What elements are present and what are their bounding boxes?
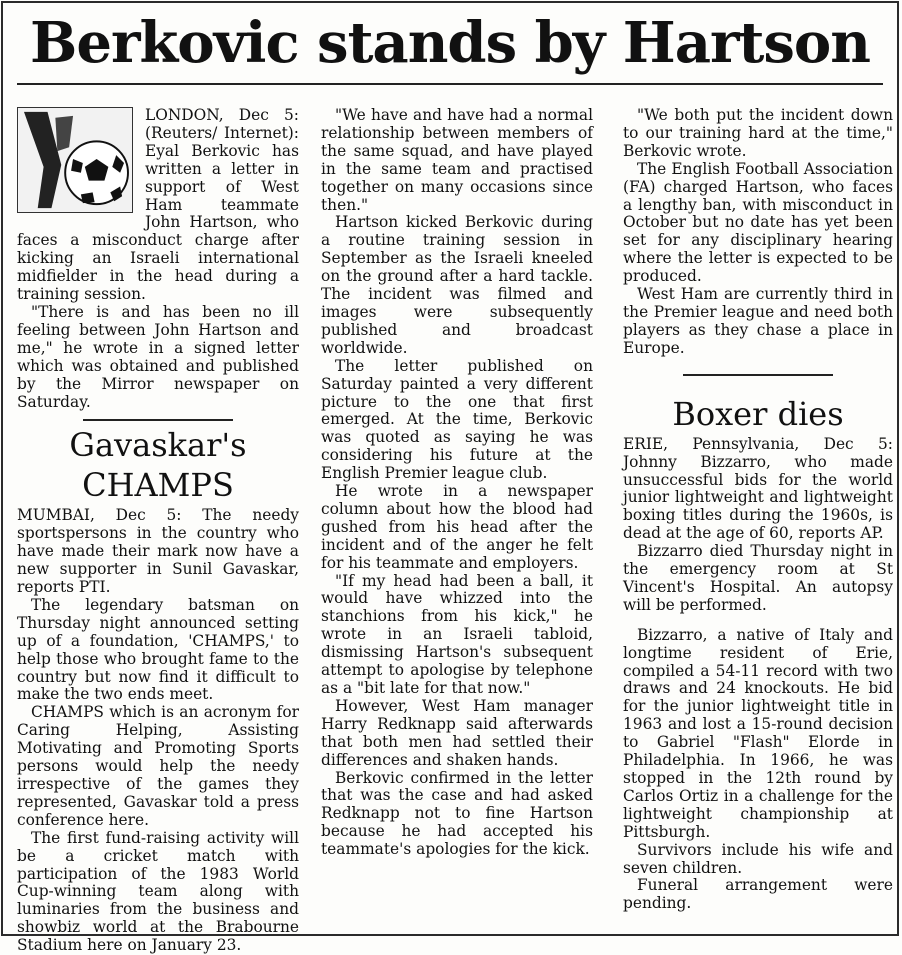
boxer-paragraph: Survivors include his wife and seven children.: [623, 840, 893, 877]
headline-rule: [17, 83, 883, 85]
berkovic-paragraph: Hartson kicked Berkovic during a routine training session in September as the Israeli kneeled on the ground after a hard tackle. The incident was filmed and images were subsequently published and broadcast worldwide.: [321, 213, 593, 357]
newspaper-page: [1, 1, 899, 955]
spacer: [623, 376, 893, 390]
berkovic-paragraph: Berkovic confirmed in the letter that was the case and had asked Redknapp not to fine Hartson because he had accepted his teammate's apologies for the kick.: [321, 768, 593, 859]
gavaskar-paragraph: CHAMPS which is an acronym for Caring Helping, Assisting Motivating and Promoting Sports persons would help the needy irrespective of the games they represented, Gavaskar told a press conference here.: [17, 703, 299, 829]
football-player-image: [18, 108, 132, 212]
gavaskar-paragraph: The legendary batsman on Thursday night announced setting up of a foundation, 'CHAMPS,' to help those who brought fame to the country but now find it difficult to make the two ends meet.: [17, 595, 299, 704]
column-1: [17, 106, 299, 955]
column-3: [623, 107, 893, 927]
boxer-paragraph: ERIE, Pennsylvania, Dec 5: Johnny Bizzarro, who made unsuccessful bids for the world junior lightweight and lightweight boxing titles during the 1960s, is dead at the age of 60, reports AP.: [623, 434, 893, 543]
gavaskar-paragraph: MUMBAI, Dec 5: The needy sportspersons in the country who have made their mark now have a new supporter in Sunil Gavaskar, reports PTI.: [17, 506, 299, 597]
section-divider: [83, 419, 233, 421]
berkovic-paragraph: "There is and has been no ill feeling between John Hartson and me," he wrote in a signed letter which was obtained and published by the Mirror newspaper on Saturday.: [17, 302, 299, 411]
column-2: [321, 107, 593, 927]
berkovic-paragraph: LONDON, Dec 5: (Reuters/ Internet): Eyal Berkovic has written a letter in support of West Ham teammate John Hartson, who faces a misconduct charge after kicking an Israeli international midfielder in the head during a training session.: [17, 106, 299, 304]
headline: Berkovic stands by Hartson: [30, 10, 870, 76]
boxer-paragraph: Funeral arrangement were pending.: [623, 876, 893, 913]
berkovic-paragraph: West Ham are currently third in the Premier league and need both players as they chase a place in Europe.: [623, 285, 893, 357]
berkovic-paragraph: He wrote in a newspaper column about how the blood had gushed from his head after the incident and of the anger he felt for his teammate and employers.: [321, 482, 593, 572]
berkovic-paragraph: However, West Ham manager Harry Redknapp said afterwards that both men had settled their differences and shaken hands.: [321, 696, 593, 769]
gavaskar-title-line1: Gavaskar's: [69, 426, 247, 465]
boxer-title: Boxer dies: [672, 394, 844, 433]
boxer-paragraph: Bizzarro, a native of Italy and longtime resident of Erie, compiled a 54-11 record with two draws and 24 knockouts. He bid for the junior lightweight title in 1963 and lost a 15-round decision to Gabriel "Flash" Elorde in Philadelphia. In 1966, he was stopped in the 12th round by Carlos Ortiz in a challenge for the lightweight championship at Pittsburgh.: [623, 625, 893, 841]
berkovic-paragraph: "We have and have had a normal relationship between members of the same squad, and have played in the same team and practised together on many occasions since then.": [321, 106, 593, 214]
berkovic-paragraph: The English Football Association (FA) charged Hartson, who faces a lengthy ban, with misconduct in October but no date has yet been set for any disciplinary hearing where the letter is expected to be produced.: [623, 159, 893, 286]
berkovic-paragraph: "If my head had been a ball, it would have whizzed into the stanchions from his kick," he wrote in an Israeli tabloid, dismissing Hartson's subsequent attempt to apologise by telephone as a "bit late for that now.": [321, 571, 593, 697]
gavaskar-paragraph: The first fund-raising activity will be a cricket match with participation of the 1983 World Cup-winning team along with luminaries from the business and showbiz world at the Brabourne Stadium here on January 23.: [17, 828, 299, 955]
gavaskar-title-line2: CHAMPS: [82, 466, 234, 505]
berkovic-paragraph: "We both put the incident down to our training hard at the time," Berkovic wrote.: [623, 106, 893, 160]
boxer-paragraph: Bizzarro died Thursday night in the emergency room at St Vincent's Hospital. An autopsy will be performed.: [623, 542, 893, 614]
football-photo: [17, 107, 133, 213]
berkovic-paragraph: The letter published on Saturday painted a very different picture to the one that first emerged. At the time, Berkovic was quoted as saying he was considering his future at the English Premier league club.: [321, 356, 593, 483]
